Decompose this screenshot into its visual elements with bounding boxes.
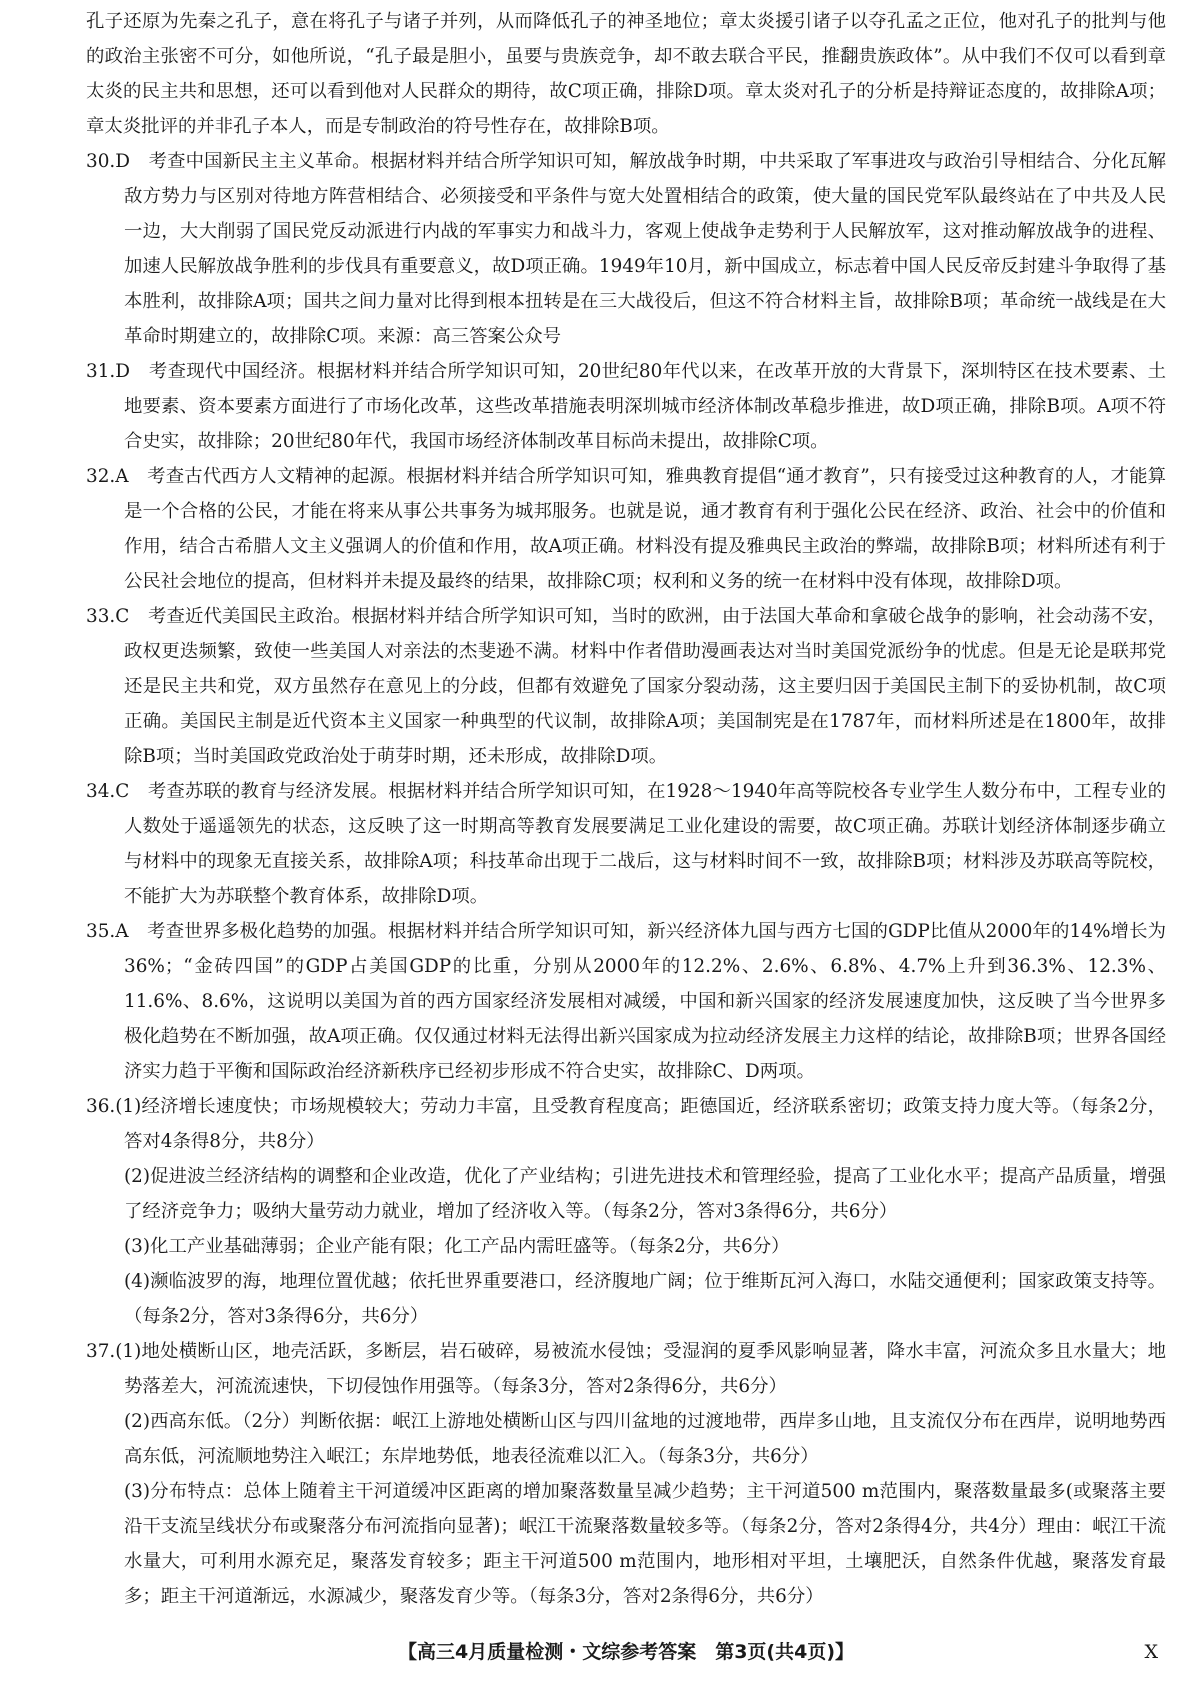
item-number: 31. xyxy=(86,361,116,382)
sub-answer-3: (3)分布特点：总体上随着主干河道缓冲区距离的增加聚落数量呈减少趋势；主干河道500 m范围内，聚落数量最多(或聚落主要沿干支流呈线状分布或聚落分布河流指向显著)；岷江干流聚落数量较多等。（每条2分，答对2条得4分，共4分）理由：岷江干流水量大，可利用水源充足，聚落发育较多；距主干河道500 m范围内，地形相对平坦，土壤肥沃，自然条件优越，聚落发育最多；距主干河道渐远，水源减少，聚落发育少等。（每条3分，答对2条得6分，共6分） xyxy=(124,1481,1166,1607)
answer-item-37 xyxy=(86,1334,1166,1614)
item-text: C 考查近代美国民主政治。根据材料并结合所学知识可知，当时的欧洲，由于法国大革命和拿破仑战争的影响，社会动荡不安，政权更迭频繁，致使一些美国人对亲法的杰斐逊不满。材料中作者借助漫画表达对当时美国党派纷争的忧虑。但是无论是联邦党还是民主共和党，双方虽然存在意见上的分歧，但都有效避免了国家分裂动荡，这主要归因于美国民主制下的妥协机制，故C项正确。美国民主制是近代资本主义国家一种典型的代议制，故排除A项；美国制宪是在1787年，而材料所述是在1800年，故排除B项；当时美国政党政治处于萌芽时期，还未形成，故排除D项。 xyxy=(115,606,1166,767)
sub-answer-2: (2)促进波兰经济结构的调整和企业改造，优化了产业结构；引进先进技术和管理经验，提高了工业化水平；提高产品质量，增强了经济竞争力；吸纳大量劳动力就业，增加了经济收入等。（每条2分，答对3条得6分，共6分） xyxy=(124,1166,1166,1222)
answer-item-31 xyxy=(86,354,1166,459)
page-footer xyxy=(86,1637,1166,1667)
footer-title: 【高三4月质量检测・文综参考答案 第3页(共4页)】 xyxy=(397,1641,855,1663)
answer-item-32 xyxy=(86,459,1166,599)
answer-item-36 xyxy=(86,1089,1166,1334)
answer-item-30 xyxy=(86,144,1166,354)
item-text: D 考查中国新民主主义革命。根据材料并结合所学知识可知，解放战争时期，中共采取了军事进攻与政治引导相结合、分化瓦解敌方势力与区别对待地方阵营相结合、必须接受和平条件与宽大处置相结合的政策，使大量的国民党军队最终站在了中共及人民一边，大大削弱了国民党反动派进行内战的军事实力和战斗力，客观上使战争走势利于人民解放军，这对推动解放战争的进程、加速人民解放战争胜利的步伐具有重要意义，故D项正确。1949年10月，新中国成立，标志着中国人民反帝反封建斗争取得了基本胜利，故排除A项；国共之间力量对比得到根本扭转是在三大战役后，但这不符合材料主旨，故排除B项；革命统一战线是在大革命时期建立的，故排除C项。来源：高三答案公众号 xyxy=(115,151,1166,347)
item-number: 33. xyxy=(86,606,116,627)
item-number: 30. xyxy=(86,151,116,172)
item-number: 34. xyxy=(86,781,116,802)
answer-item-33 xyxy=(86,599,1166,774)
sub-answer-1: (1)地处横断山区，地壳活跃，多断层，岩石破碎，易被流水侵蚀；受湿润的夏季风影响显著，降水丰富，河流众多且水量大；地势落差大，河流流速快，下切侵蚀作用强等。（每条3分，答对2条得6分，共6分） xyxy=(115,1341,1166,1397)
sub-answer-1: (1)经济增长速度快；市场规模较大；劳动力丰富，且受教育程度高；距德国近，经济联系密切；政策支持力度大等。（每条2分，答对4条得8分，共8分） xyxy=(115,1096,1166,1152)
item-text: A 考查世界多极化趋势的加强。根据材料并结合所学知识可知，新兴经济体九国与西方七国的GDP比值从2000年的14%增长为36%；“金砖四国”的GDP占美国GDP的比重，分别从2000年的12.2%、2.6%、6.8%、4.7%上升到36.3%、12.3%、11.6%、8.6%，这说明以美国为首的西方国家经济发展相对减缓，中国和新兴国家的经济发展速度加快，这反映了当今世界多极化趋势在不断加强，故A项正确。仅仅通过材料无法得出新兴国家成为拉动经济发展主力这样的结论，故排除B项；世界各国经济实力趋于平衡和国际政治经济新秩序已经初步形成不符合史实，故排除C、D两项。 xyxy=(115,921,1166,1082)
answer-item-34 xyxy=(86,774,1166,914)
item-number: 37. xyxy=(86,1341,116,1362)
item-number: 35. xyxy=(86,921,116,942)
item-text: C 考查苏联的教育与经济发展。根据材料并结合所学知识可知，在1928～1940年高等院校各专业学生人数分布中，工程专业的人数处于遥遥领先的状态，这反映了这一时期高等教育发展要满足工业化建设的需要，故C项正确。苏联计划经济体制逐步确立与材料中的现象无直接关系，故排除A项；科技革命出现于二战后，这与材料时间不一致，故排除B项；材料涉及苏联高等院校，不能扩大为苏联整个教育体系，故排除D项。 xyxy=(115,781,1166,907)
answer-content xyxy=(86,4,1166,1614)
sub-answer-2: (2)西高东低。（2分）判断依据：岷江上游地处横断山区与四川盆地的过渡地带，西岸多山地，且支流仅分布在西岸，说明地势西高东低，河流顺地势注入岷江；东岸地势低，地表径流难以汇入。（每条3分，共6分） xyxy=(124,1411,1166,1467)
item-number: 32. xyxy=(86,466,116,487)
sub-answer-4: (4)濒临波罗的海，地理位置优越；依托世界重要港口，经济腹地广阔；位于维斯瓦河入海口，水陆交通便利；国家政策支持等。（每条2分，答对3条得6分，共6分） xyxy=(124,1271,1166,1327)
answer-item-35 xyxy=(86,914,1166,1089)
item-text: A 考查古代西方人文精神的起源。根据材料并结合所学知识可知，雅典教育提倡“通才教育”，只有接受过这种教育的人，才能算是一个合格的公民，才能在将来从事公共事务为城邦服务。也就是说，通才教育有利于强化公民在经济、政治、社会中的价值和作用，结合古希腊人文主义强调人的价值和作用，故A项正确。材料没有提及雅典民主政治的弊端，故排除B项；材料所述有利于公民社会地位的提高，但材料并未提及最终的结果，故排除C项；权利和义务的统一在材料中没有体现，故排除D项。 xyxy=(115,466,1166,592)
intro-paragraph: 孔子还原为先秦之孔子，意在将孔子与诸子并列，从而降低孔子的神圣地位；章太炎援引诸子以夺孔孟之正位，他对孔子的批判与他的政治主张密不可分，如他所说，“孔子最是胆小，虽要与贵族竞争，却不敢去联合平民，推翻贵族政体”。从中我们不仅可以看到章太炎的民主共和思想，还可以看到他对人民群众的期待，故C项正确，排除D项。章太炎对孔子的分析是持辩证态度的，故排除A项；章太炎批评的并非孔子本人，而是专制政治的符号性存在，故排除B项。 xyxy=(86,11,1166,137)
item-text: D 考查现代中国经济。根据材料并结合所学知识可知，20世纪80年代以来，在改革开放的大背景下，深圳特区在技术要素、土地要素、资本要素方面进行了市场化改革，这些改革措施表明深圳城市经济体制改革稳步推进，故D项正确，排除B项。A项不符合史实，故排除；20世纪80年代，我国市场经济体制改革目标尚未提出，故排除C项。 xyxy=(115,361,1166,452)
sub-answer-3: (3)化工产业基础薄弱；企业产能有限；化工产品内需旺盛等。（每条2分，共6分） xyxy=(124,1236,790,1257)
item-number: 36. xyxy=(86,1096,116,1117)
footer-mark: X xyxy=(1144,1641,1158,1663)
